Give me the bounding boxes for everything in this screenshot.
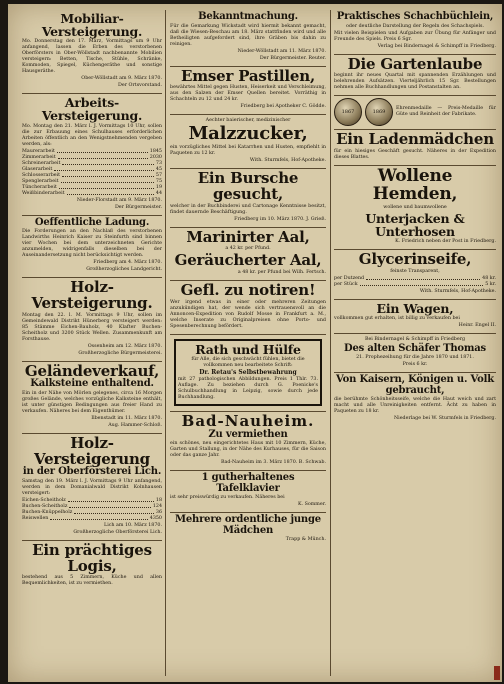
ad-price: Preis 6 kr. bbox=[402, 362, 428, 368]
ad-text: Für die Gemarkung Wickstadt wird hiermit bekannt gemacht, daß die Wiesen-Beschau am 18. März stattfinden wird und alle Betheiligten aufgefordert sind, ihre Gräben bis dahin zu reinigen. bbox=[170, 23, 326, 47]
ad-place: Nieder-Florstadt am 9. März 1870. bbox=[76, 197, 162, 203]
medal-icon: 1869 bbox=[365, 98, 393, 126]
ad-text: Mit vielen Beispielen und Aufgaben zur Übung für Anfänger und Freunde des Spiels. Preis 6 Sgr. bbox=[334, 30, 496, 42]
ad-price: a 42 kr. per Pfund. bbox=[225, 246, 271, 252]
ad-glycerinseife bbox=[334, 250, 496, 300]
list-item: Weißbinderarbeit 44 bbox=[22, 190, 162, 196]
ad-gelaende bbox=[22, 362, 162, 434]
list-item: Schreinerarbeit 73 bbox=[22, 160, 162, 166]
ad-text: beginnt ihr neues Quartal mit spannenden Erzählungen und belehrenden Aufsätzen. Vierteljährlich 15 Sgr. Bestellungen nehmen alle Buchhandlungen und Postanstalten an. bbox=[334, 73, 496, 91]
ad-medaillen bbox=[334, 96, 496, 130]
ad-subtitle: in der Oberförsterei Lich. bbox=[22, 466, 162, 478]
ad-text: Die Forderungen an den Nachlaß des verstorbenen Landwirths Heinrich Kaiser zu Steinfurth sind binnen vier Wochen bei dem unterzeichneten Gerichte anzumelden, widrigenfalls dieselben bei der Auseinandersetzung nicht berücksichtigt werden. bbox=[22, 229, 162, 258]
ad-title: Marinirter Aal, bbox=[186, 227, 310, 246]
ad-title: Ein Bursche gesucht, bbox=[197, 169, 299, 203]
ad-title: Ein Ladenmädchen bbox=[336, 130, 494, 149]
price-list bbox=[22, 149, 162, 197]
ad-title: Ein prächtiges Logis, bbox=[32, 540, 152, 575]
ad-subtitle: wollene und baumwollene bbox=[383, 204, 447, 210]
list-item: Schlosserarbeit 57 bbox=[22, 172, 162, 178]
ad-title: Mehrere ordentliche junge Mädchen bbox=[175, 514, 321, 536]
ad-subtitle: Unterjacken & Unterhosen bbox=[365, 210, 465, 239]
ad-place: Lich am 10. März 1870. bbox=[104, 522, 162, 528]
column-rule bbox=[165, 10, 166, 676]
ad-text: bewährtes Mittel gegen Husten, Heiserkeit und Verschleimung, aus den Salzen der Emser Quellen bereitet. Vorräthig in Schachteln zu 12 und 24 kr. bbox=[170, 85, 326, 103]
ad-text: Montag den 22. l. M. Vormittags 9 Uhr, sollen im Gemeindewald Distrikt Hünerberg versteigert werden: 85 Stämme Eichen-Bauholz, 40 Klafter Buchen-Scheitholz und 3200 Stück Wellen. Zusammenkunft am Forsthause. bbox=[22, 312, 162, 342]
ad-nauheim bbox=[170, 412, 326, 471]
ad-malzzucker bbox=[170, 115, 326, 169]
ad-title: Praktisches Schachbüchlein, bbox=[336, 11, 494, 22]
list-item: Buchen-Knüppelholz 36 bbox=[22, 509, 162, 515]
ad-title: Holz-Versteigerung. bbox=[31, 278, 153, 312]
book-title: Dr. Retau's Selbstbewahrung bbox=[199, 369, 297, 377]
ad-title: Geräucherter Aal, bbox=[174, 251, 322, 270]
ad-gartenlaube bbox=[334, 55, 496, 97]
ad-text: ist sehr preiswürdig zu verkaufen. Näheres bei bbox=[170, 495, 285, 501]
ad-text: für Alle, die sich geschwächt fühlen, bietet die vollkommen neu bearbeitete Schrift: bbox=[191, 357, 305, 369]
ad-signature: Großherzogliche Bürgermeisterei. bbox=[78, 350, 162, 356]
ad-signature: a 48 kr. per Pfund bei Wilh. Fertsch. bbox=[237, 270, 326, 276]
ad-signature: Heinr. Engel II. bbox=[458, 322, 496, 328]
list-item: Zimmerarbeit 2030 bbox=[22, 154, 162, 160]
ad-signature: Großherzogliche Oberförsterei Lich. bbox=[73, 529, 162, 535]
ad-title: Mobiliar-Versteigerung. bbox=[41, 11, 143, 40]
ad-text: Mo. Donnerstag den 17. März, Vormittags um 9 Uhr anfangend, lassen die Erben des verstorbenen Oberförsters in Ober-Wöllstadt nachbenannte Mobilien versteigern: Betten, Tische, Stühle, Schränke, Kommoden, Spiegel, Küchengeräthe und sonstige Hausgeräthe. bbox=[22, 39, 162, 75]
ad-text: ein vorzügliches Mittel bei Katarrhen und Husten, empfiehlt in Paqueten zu 12 kr. bbox=[170, 145, 326, 157]
ad-ladenmaedchen bbox=[334, 130, 496, 166]
ad-maedchen bbox=[170, 513, 326, 547]
ad-signature: Friedberg bei Apotheker C. Gödde. bbox=[240, 104, 326, 110]
ad-ladung bbox=[22, 216, 162, 279]
ad-title: Holz-Versteigerung bbox=[34, 433, 150, 468]
ad-text: Samstag den 19. März l. J. Vormittags 9 Uhr anfangend, werden in dem Domanialwald Distrikt Kolnhausen versteigert: bbox=[22, 478, 162, 496]
ad-place: Friedberg am 4. März 1870. bbox=[93, 260, 162, 265]
ad-title: 1 gutherhaltenes Tafelklavier bbox=[201, 472, 295, 494]
list-item: Buchen-Scheitholz 124 bbox=[22, 503, 162, 509]
list-item: per Stück 5 kr. bbox=[334, 281, 496, 287]
ad-title: Oeffentliche Ladung. bbox=[34, 216, 150, 228]
ad-pretitle: Aechter baierischer, medizinischer bbox=[205, 118, 291, 124]
ad-title: Bekanntmachung. bbox=[198, 11, 298, 22]
ad-wagen bbox=[334, 300, 496, 334]
ad-title: Ein Wagen, bbox=[376, 300, 454, 316]
ad-text: bestehend aus 5 Zimmern, Küche und allen Bequemlichkeiten, ist zu vermiethen. bbox=[22, 575, 162, 587]
ad-title: Geländeverkauf, bbox=[24, 361, 160, 380]
ad-text: Mo. Montag den 21. März l. J. Vormittags 10 Uhr, sollen die zur Erbauung eines Schulhauses erforderlichen Arbeiten öffentlich an den Wenigstnehmenden vergeben werden, als: bbox=[22, 123, 162, 147]
list-item: Maurerarbeit 1845 bbox=[22, 148, 162, 154]
ad-place: Ossenheim am 12. März 1870. bbox=[87, 343, 162, 349]
list-item: Glaserarbeit 45 bbox=[22, 166, 162, 172]
ad-text: mit 27 pathologischen Abbildungen. Preis 1 Thlr. 73. Auflage. Zu beziehen durch G. Poenicke's Schulbuchhandlung in Leipzig, sowie durch jede Buchhandlung. bbox=[178, 377, 318, 401]
ad-subtitle: Kalksteine enthaltend. bbox=[30, 378, 154, 390]
ad-signature: Der Bürgermeister. Reuter. bbox=[259, 55, 326, 61]
ad-signature: With. Sturmfels, Hof-Apotheke. bbox=[249, 158, 326, 164]
ad-rath-hilfe bbox=[170, 335, 326, 412]
ad-title: Arbeits-Versteigerung. bbox=[41, 95, 143, 124]
ad-title: Von Kaisern, Königen u. Volk gebraucht, bbox=[336, 374, 494, 396]
ad-logis bbox=[22, 541, 162, 592]
ad-title: Die Gartenlaube bbox=[347, 54, 483, 73]
ad-gefl-notiren bbox=[170, 281, 326, 335]
ad-signature: Bad-Nauheim im 3. März 1870. B. Schwab. bbox=[220, 460, 326, 466]
ad-subtitle: Zu vermiethen bbox=[208, 428, 288, 440]
ad-signature: K. Friedrich neben der Post in Friedberg. bbox=[395, 238, 496, 244]
ad-text: Wer irgend etwas in einer oder mehreren Zeitungen anzukündigen hat, der wende sich vertrauensvoll an die Annoncen-Expedition von Rudolf Mosse in Frankfurt a. M., welche Inserate zu Originalpreisen ohne Porto- und Spesenberechnung befördert. bbox=[170, 299, 326, 329]
ad-signature: Der Ortsvorstand. bbox=[118, 83, 162, 89]
ad-title: Bad-Nauheim. bbox=[181, 412, 315, 431]
ad-place: Ober-Wöllstadt am 9. März 1870. bbox=[81, 76, 162, 82]
ad-place: Ilbenstadt im 11. März 1870. bbox=[91, 415, 162, 421]
ad-signature: Der Bürgermeister. bbox=[114, 204, 162, 210]
ad-title: Malzzucker, bbox=[188, 123, 308, 145]
ad-signature: Großherzogliches Landgericht. bbox=[86, 267, 162, 272]
ad-bursche bbox=[170, 169, 326, 228]
ad-aal bbox=[170, 228, 326, 282]
ad-text: welcher in der Buchbinderei und Cartonage Kenntnisse besitzt, findet dauernde Beschäftigung. bbox=[170, 203, 326, 215]
ad-mobiliar bbox=[22, 10, 162, 94]
ad-pastillen bbox=[170, 67, 326, 116]
list-item: Eichen-Scheitholz 18 bbox=[22, 497, 162, 503]
ad-signature: With. Sturmfels, Hof-Apotheke. bbox=[419, 288, 496, 294]
ad-text: vollkommen gut erhalten, ist billig zu verkaufen bei bbox=[334, 315, 460, 321]
ad-text: Ehrenmedaille — Preis-Medaille für Güte und Reinheit der Fabrikate. bbox=[396, 106, 496, 118]
ad-subtitle: oder deutliche Darstellung der Regeln des Schachspiels. bbox=[345, 23, 485, 29]
ad-signature: Niederlage bei W. Sturmfels in Friedberg. bbox=[393, 416, 496, 422]
ad-text: für ein hiesiges Geschäft gesucht. Näheres in der Expedition dieses Blattes. bbox=[334, 149, 496, 160]
ad-signature: Trapp & Münch. bbox=[285, 537, 326, 543]
ad-bekanntmachung bbox=[170, 10, 326, 67]
ad-schaefer-thomas bbox=[334, 334, 496, 374]
ad-title: Glycerinseife, bbox=[358, 249, 472, 268]
ad-arbeit bbox=[22, 94, 162, 215]
ad-schachbuechlein bbox=[334, 10, 496, 55]
list-item: Reiswellen 4350 bbox=[22, 515, 162, 521]
ad-signature: Aug. Hammer-Schloß. bbox=[108, 422, 162, 428]
ad-pretitle: Bei Bindernagel & Schimpff in Friedberg bbox=[364, 336, 466, 342]
ad-text: ein schönes, neu eingerichtetes Haus mit 10 Zimmern, Küche, Garten und Stallung, in der Nähe des Kurhauses, für die Saison oder das ganze Jahr. bbox=[170, 441, 326, 459]
library-tab bbox=[494, 666, 500, 680]
medal-icon: 1867 bbox=[334, 98, 362, 126]
column-left bbox=[22, 10, 162, 678]
column-right bbox=[334, 10, 496, 678]
ad-title: Des alten Schäfer Thomas bbox=[344, 342, 486, 354]
ad-title: Rath und Hülfe bbox=[195, 341, 301, 357]
ad-kaiser-seife bbox=[334, 373, 496, 426]
ad-place: Nieder-Wöllstadt am 11. März 1870. bbox=[237, 48, 326, 54]
ad-title: Emser Pastillen, bbox=[181, 66, 315, 85]
column-middle bbox=[170, 10, 326, 678]
ad-tafelklavier bbox=[170, 471, 326, 513]
ad-title: Gefl. zu notiren! bbox=[180, 281, 316, 300]
ad-holz1 bbox=[22, 278, 162, 362]
list-item: Spenglerarbeit 75 bbox=[22, 178, 162, 184]
list-item: per Dutzend 48 kr. bbox=[334, 275, 496, 281]
ad-subtitle: feinste Transparent, bbox=[390, 268, 440, 274]
ad-text: Ein in der Nähe von Mörlen gelegenes, circa 16 Morgen großes Gelände, welches vorzügliche Kalksteine enthält, ist unter günstigen Bedingungen aus freier Hand zu verkaufen. Näheres bei dem Eigenthümer. bbox=[22, 390, 162, 414]
column-rule bbox=[330, 10, 331, 676]
list-item: Tüncherarbeit 19 bbox=[22, 184, 162, 190]
boxed-ad bbox=[174, 339, 322, 406]
ad-signature: Friedberg im 10. März 1870. J. Grieß. bbox=[234, 216, 326, 222]
ad-signature: Verlag bei Bindernagel & Schimpff in Friedberg. bbox=[377, 43, 496, 49]
newspaper-page bbox=[8, 4, 502, 682]
ad-holz2 bbox=[22, 434, 162, 541]
ad-signature: K. Sommer. bbox=[297, 502, 326, 508]
ad-wollene-hemden bbox=[334, 166, 496, 250]
ad-subtitle: 21. Prophezeihung für die Jahre 1870 und 1871. bbox=[356, 355, 474, 361]
medal-row bbox=[334, 98, 496, 126]
ad-text: die berühmte Schönheitsseife, welche die Haut weich und zart macht und alle Unreinigkeiten entfernt. Ächt zu haben in Paqueten zu 18 kr. bbox=[334, 397, 496, 415]
ad-title: Wollene Hemden, bbox=[372, 166, 458, 204]
